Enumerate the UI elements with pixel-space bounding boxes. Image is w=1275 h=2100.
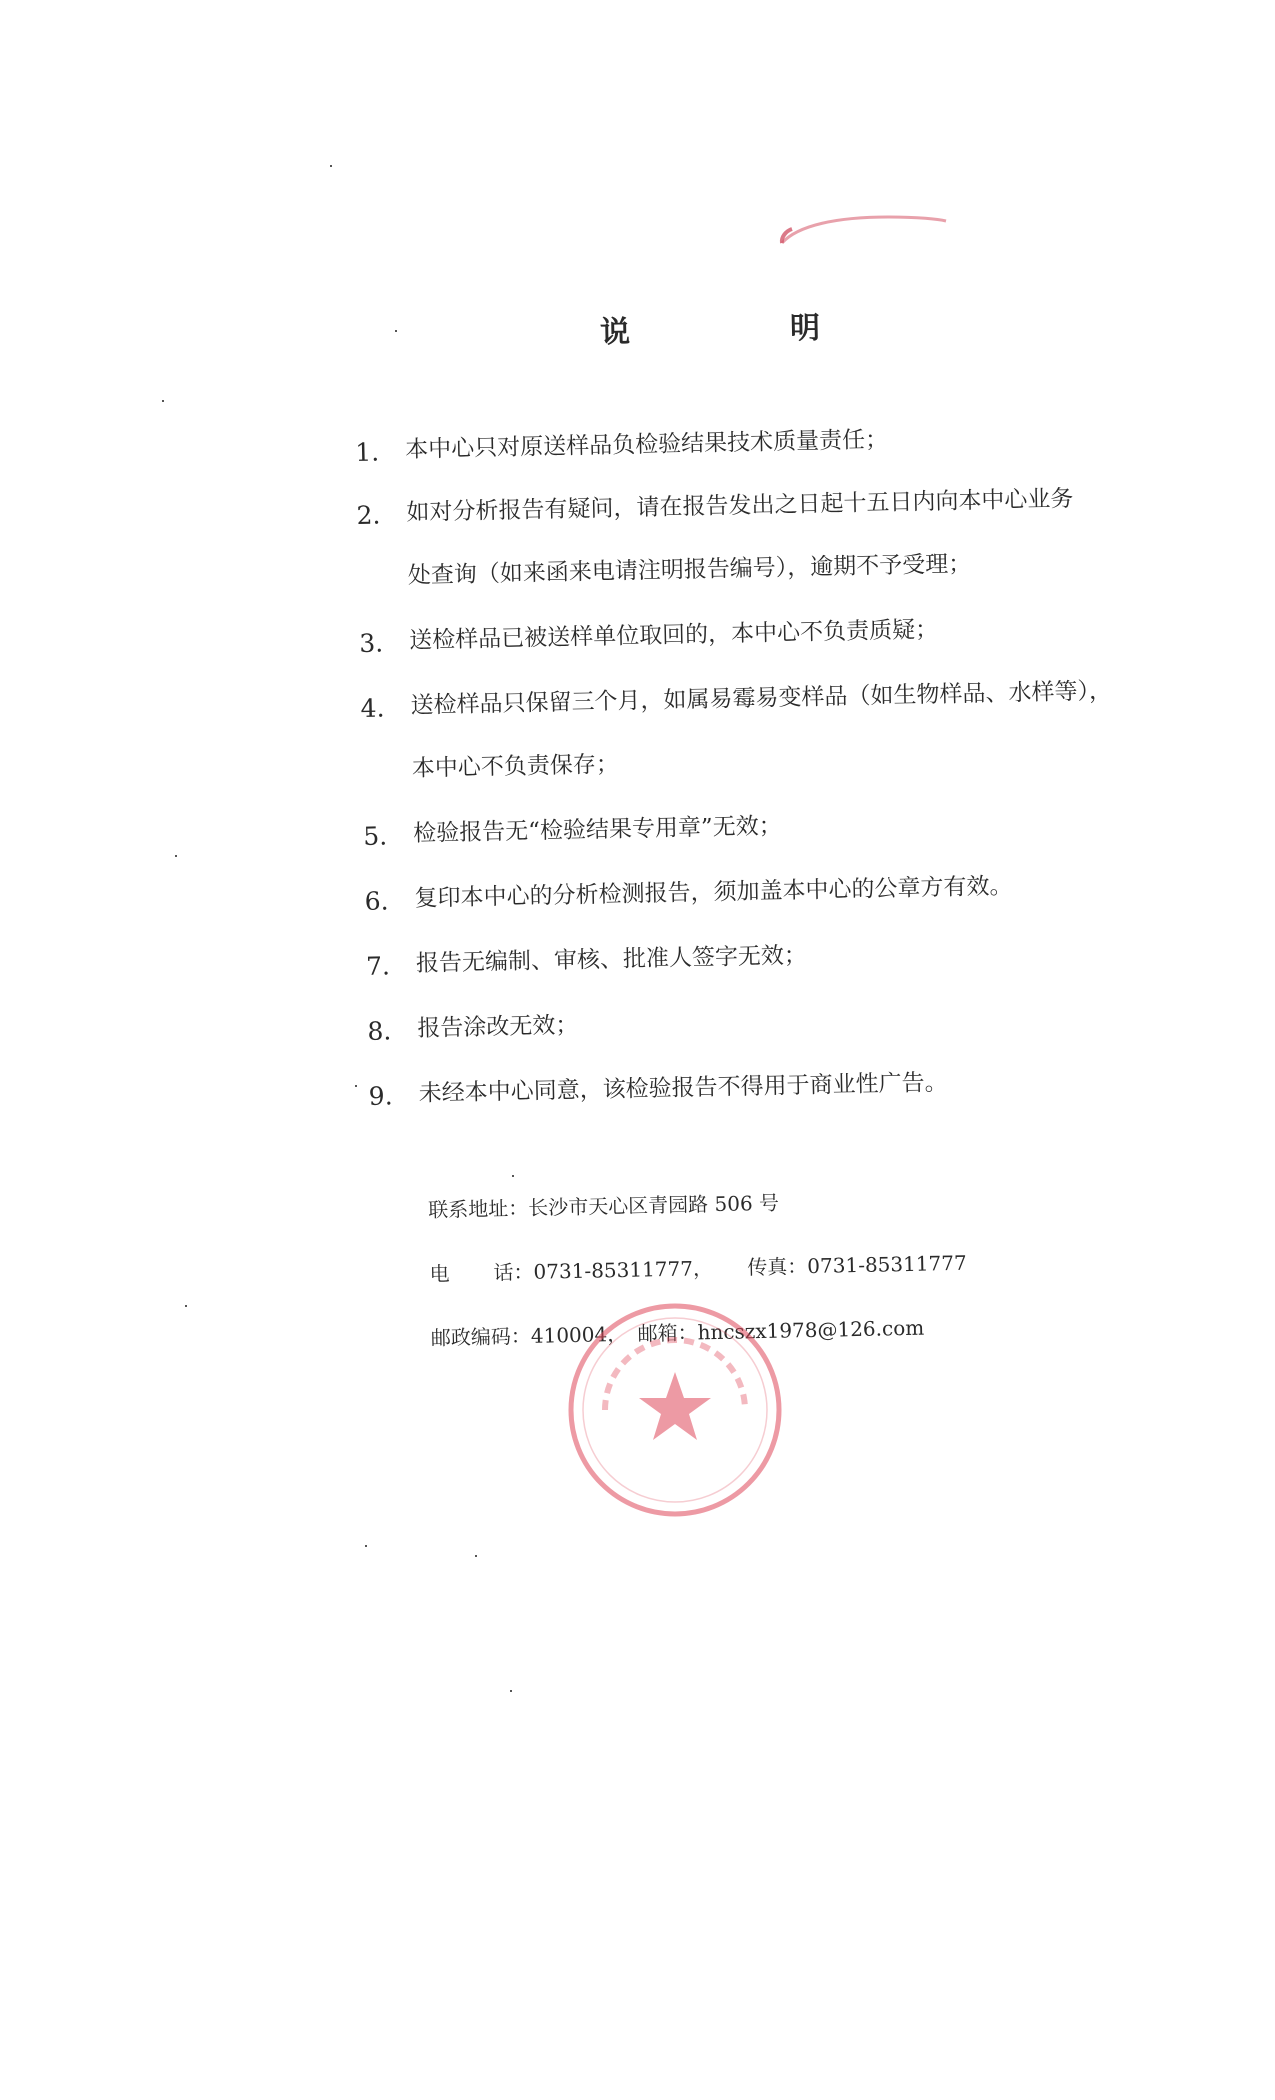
fax-label: 传真： bbox=[747, 1254, 808, 1280]
address-label: 联系地址： bbox=[427, 1195, 529, 1222]
note-number: 3. bbox=[358, 628, 384, 658]
note-text: 复印本中心的分析检测报告，须加盖本中心的公章方有效。 bbox=[414, 873, 1013, 912]
title-char-1: 说 bbox=[599, 314, 631, 351]
note-item bbox=[364, 872, 1164, 916]
note-text: 送检样品已被送样单位取回的，本中心不负责质疑； bbox=[408, 616, 939, 654]
note-number: 5. bbox=[363, 821, 388, 851]
note-number: 9. bbox=[368, 1081, 393, 1111]
scan-speck bbox=[365, 1545, 367, 1547]
note-item bbox=[358, 614, 1159, 658]
scan-speck bbox=[510, 1690, 512, 1692]
phone-label-a: 电 bbox=[429, 1261, 450, 1286]
postcode-label: 邮政编码： bbox=[430, 1323, 532, 1350]
scan-speck bbox=[355, 1085, 357, 1087]
note-item bbox=[368, 1067, 1168, 1111]
note-number: 7. bbox=[365, 951, 391, 981]
scan-speck bbox=[330, 165, 332, 167]
scan-speck bbox=[175, 855, 177, 857]
notes-list bbox=[354, 423, 1169, 1111]
note-text-continued: 处查询（如来函来电请注明报告编号），逾期不予受理； bbox=[407, 551, 972, 589]
note-text: 如对分析报告有疑问，请在报告发出之日起十五日内向本中心业务 bbox=[406, 485, 1074, 526]
note-item bbox=[360, 679, 1162, 782]
note-number: 8. bbox=[367, 1016, 392, 1046]
note-text: 未经本中心同意，该检验报告不得用于商业性广告。 bbox=[418, 1069, 948, 1107]
note-text: 报告无编制、审核、批准人签字无效； bbox=[415, 942, 808, 977]
note-number: 2. bbox=[356, 500, 381, 530]
phone-value: 0731-85311777， bbox=[533, 1256, 714, 1284]
note-item bbox=[363, 807, 1163, 851]
email-value: hncszx1978@126.com bbox=[697, 1315, 925, 1345]
note-item bbox=[367, 1002, 1167, 1046]
address-value: 长沙市天心区青园路 506 号 bbox=[527, 1190, 780, 1220]
note-text: 报告涂改无效； bbox=[417, 1012, 579, 1042]
scan-speck bbox=[475, 1555, 477, 1557]
page-title bbox=[600, 303, 821, 352]
phone-label-b: 话： bbox=[493, 1259, 534, 1285]
note-text: 送检样品只保留三个月，如属易霉易变样品（如生物样品、水样等）， bbox=[410, 678, 1113, 719]
red-pen-mark bbox=[778, 205, 948, 255]
note-text-continued: 本中心不负责保存； bbox=[411, 751, 620, 782]
note-number: 4. bbox=[360, 693, 385, 723]
note-item bbox=[354, 423, 1155, 467]
title-char-2: 明 bbox=[789, 310, 821, 347]
postcode-value: 410004， bbox=[530, 1321, 628, 1348]
fax-value: 0731-85311777 bbox=[807, 1250, 967, 1279]
scan-speck bbox=[395, 330, 397, 332]
note-number: 1. bbox=[354, 437, 380, 467]
scan-speck bbox=[185, 1305, 187, 1307]
note-text: 检验报告无“检验结果专用章”无效； bbox=[412, 813, 782, 847]
note-number: 6. bbox=[364, 886, 389, 916]
scan-speck bbox=[512, 1175, 514, 1177]
note-item bbox=[356, 486, 1158, 589]
official-seal bbox=[565, 1300, 785, 1520]
note-text: 本中心只对原送样品负检验结果技术质量责任； bbox=[404, 426, 889, 463]
email-label: 邮箱： bbox=[637, 1320, 698, 1346]
note-item bbox=[365, 937, 1166, 981]
scan-speck bbox=[162, 400, 164, 402]
